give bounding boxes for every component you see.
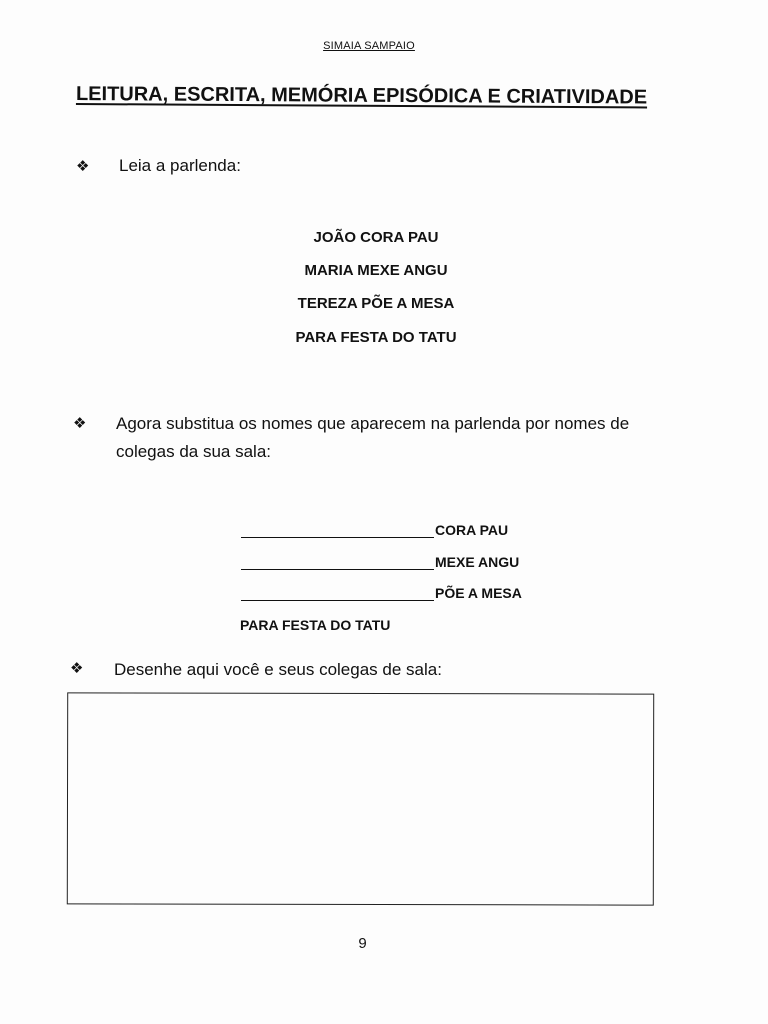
fill-row-text: MEXE ANGU <box>435 554 520 570</box>
fill-row-text: PARA FESTA DO TATU <box>240 617 391 633</box>
poem-line-2: MARIA MEXE ANGU <box>304 262 448 279</box>
instruction-read-rhyme: Leia a parlenda: <box>119 156 241 175</box>
fill-row-1 <box>241 522 508 538</box>
poem-line-3: TEREZA PÕE A MESA <box>297 295 455 312</box>
poem-line-4: PARA FESTA DO TATU <box>295 329 457 346</box>
bullet-icon: ❖ <box>76 158 90 175</box>
fill-row-3 <box>241 585 522 601</box>
bullet-icon: ❖ <box>70 660 84 677</box>
name-blank-field[interactable] <box>241 586 434 601</box>
page-number: 9 <box>358 935 367 952</box>
fill-row-2 <box>241 554 519 570</box>
name-blank-field[interactable] <box>241 523 434 538</box>
name-blank-field[interactable] <box>241 555 434 570</box>
instruction-substitute-line1: Agora substitua os nomes que aparecem na parlenda por nomes de <box>116 414 630 433</box>
poem-line-1: JOÃO CORA PAU <box>313 229 439 246</box>
bullet-icon: ❖ <box>73 415 87 432</box>
fill-row-last <box>240 617 390 633</box>
drawing-area[interactable] <box>67 692 654 905</box>
fill-row-text: CORA PAU <box>435 522 509 538</box>
instruction-substitute-line2: colegas da sua sala: <box>116 442 271 461</box>
fill-row-text: PÕE A MESA <box>435 585 522 601</box>
instruction-draw: Desenhe aqui você e seus colegas de sala: <box>114 660 442 679</box>
author-header: SIMAIA SAMPAIO <box>323 40 415 52</box>
page-title: LEITURA, ESCRITA, MEMÓRIA EPISÓDICA E CRIATIVIDADE <box>75 83 648 109</box>
